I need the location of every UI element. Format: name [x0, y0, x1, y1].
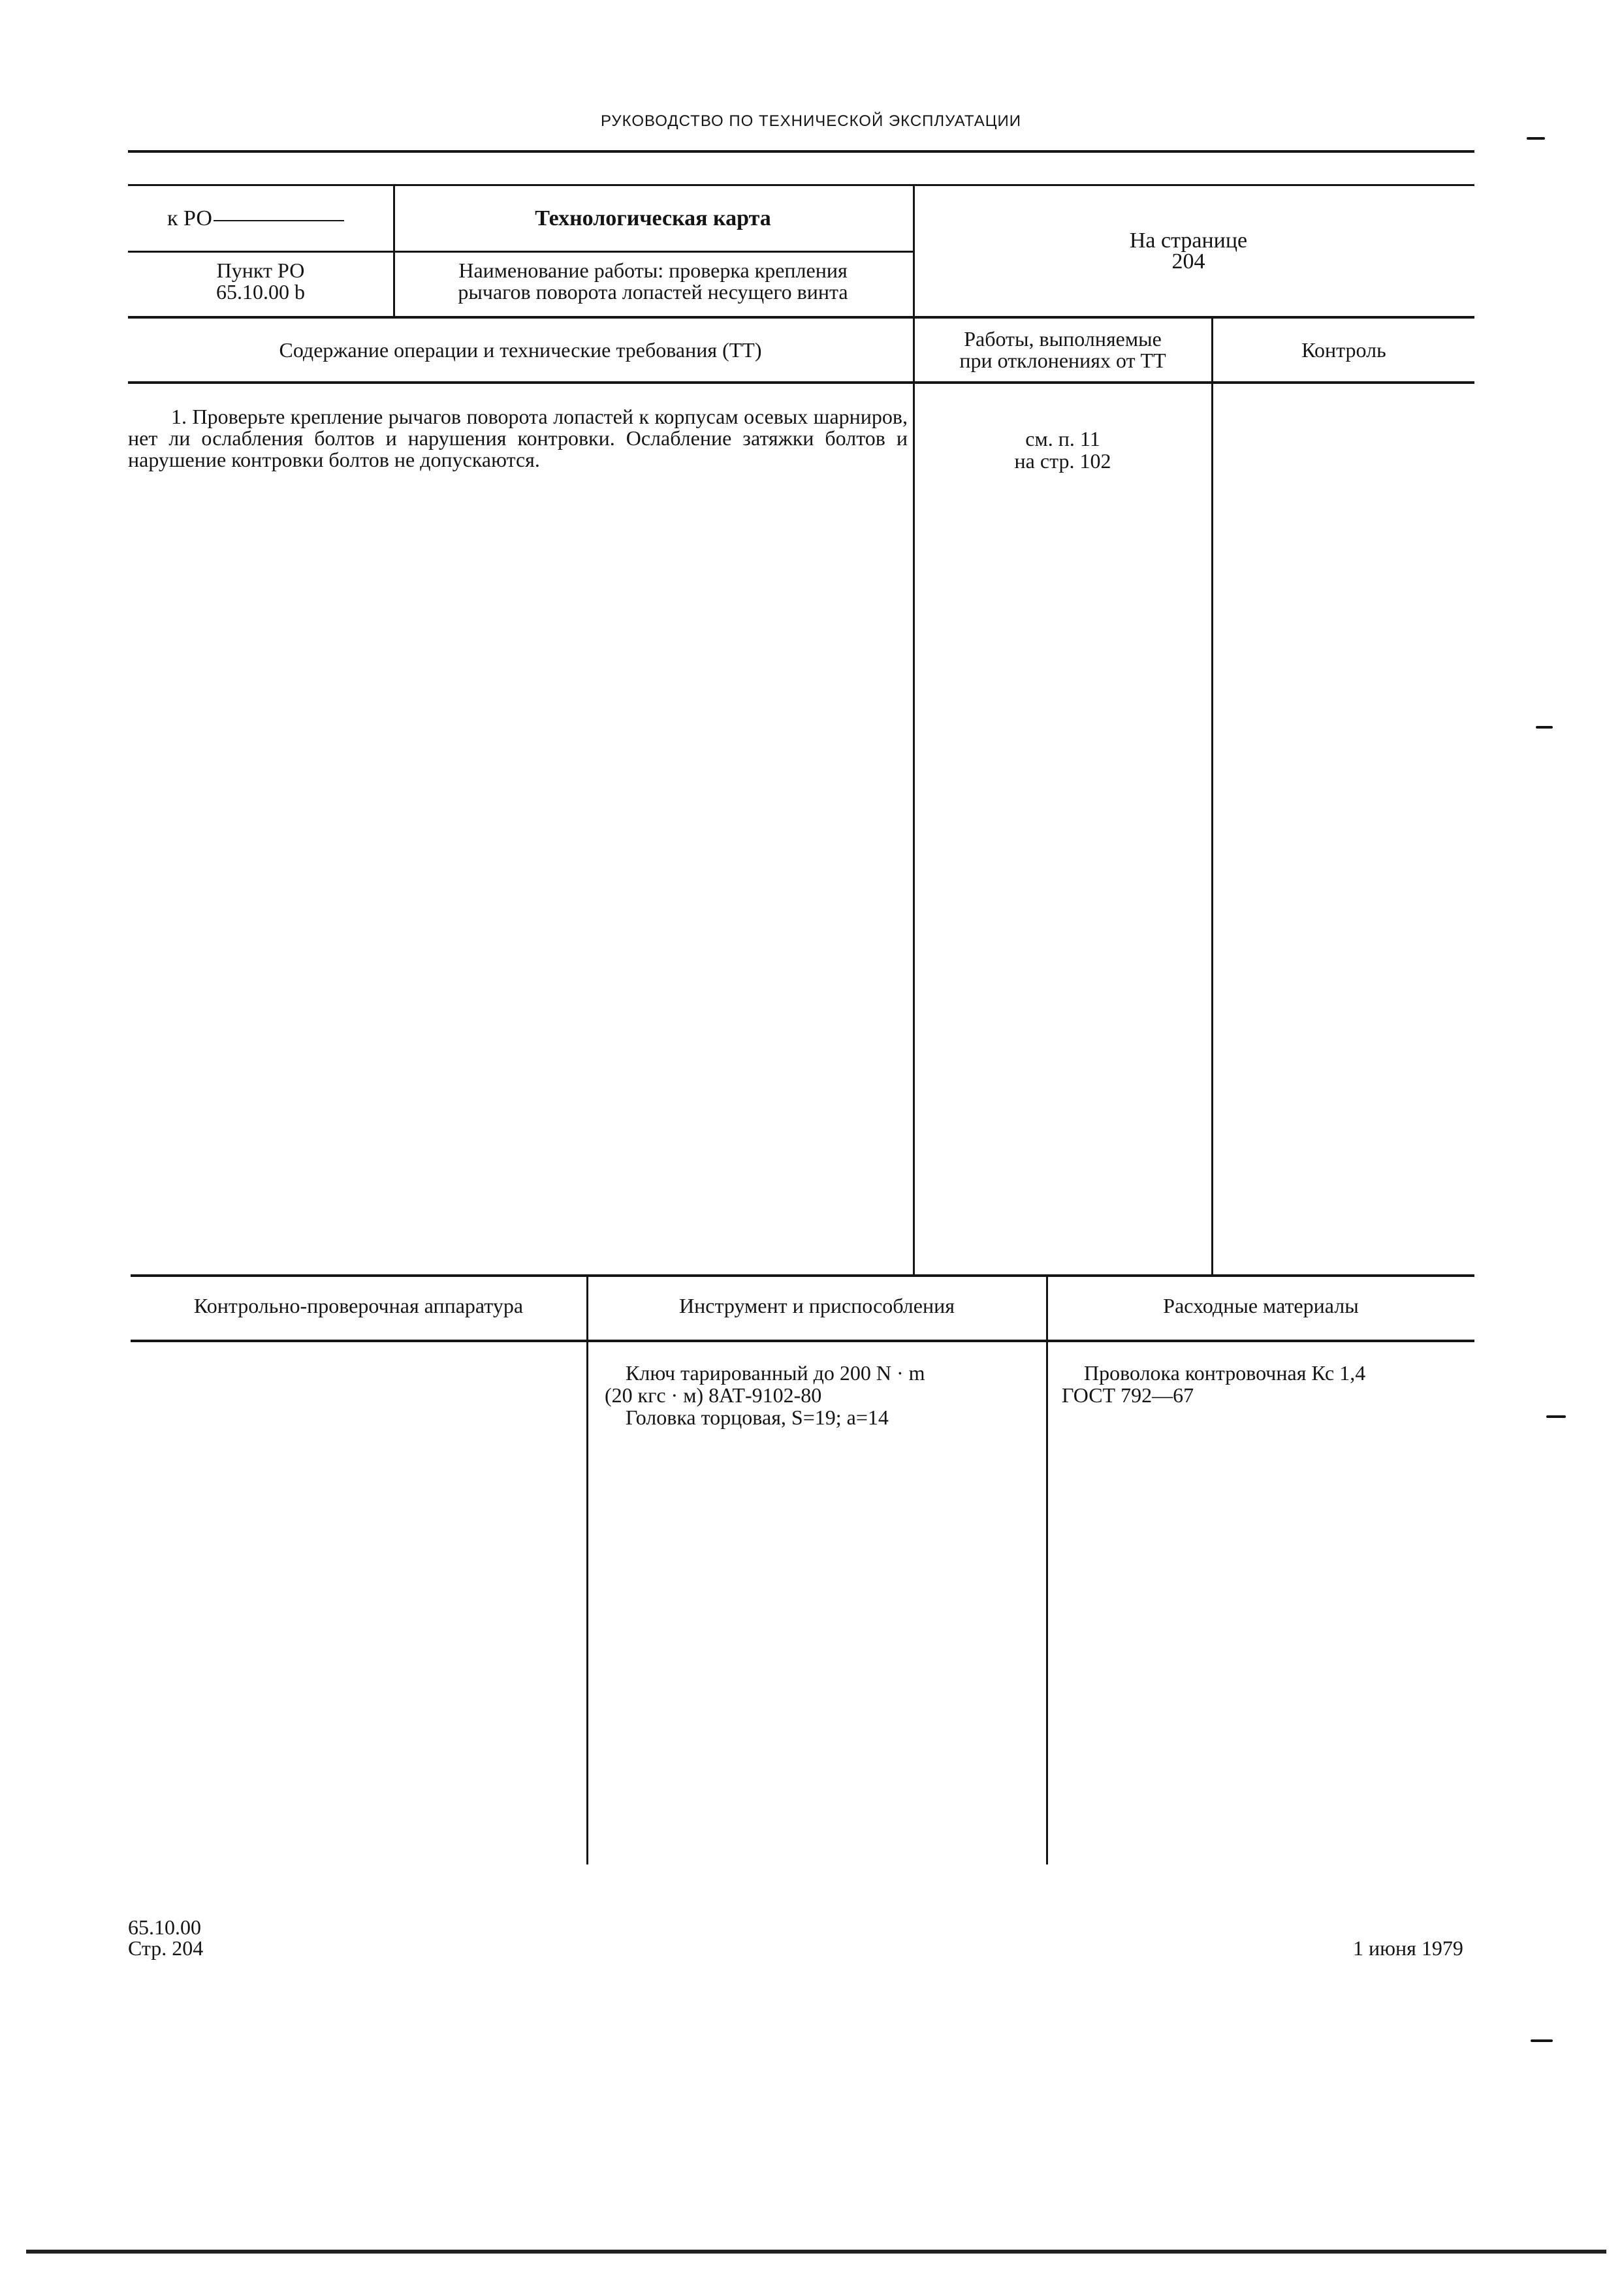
- card-bottom-rule: [128, 316, 1474, 319]
- deviation-reference-line2: на стр. 102: [1014, 449, 1111, 473]
- control-column-divider: [1211, 316, 1213, 1276]
- content-column-header: Содержание операции и технические требования (ТТ): [279, 338, 762, 362]
- page-number: 204: [1171, 249, 1205, 274]
- resources-divider-1: [586, 1274, 588, 1864]
- deviation-column-header-line1: Работы, выполняемые: [964, 327, 1162, 351]
- footer-section: 65.10.00: [128, 1915, 201, 1939]
- work-name-line2: рычагов поворота лопастей несущего винта: [458, 280, 848, 304]
- card-title: Технологическая карта: [535, 206, 771, 230]
- operation-text: 1. Проверьте крепление рычагов поворота лопастей к корпусам осевых шарниров, нет ли ослабления болтов и нарушения контровки. Ослабление затяжки болтов и нарушение контровки болтов не допускаются.: [128, 405, 908, 471]
- tool-line-2: (20 кгс · м) 8АТ-9102-80: [605, 1383, 822, 1407]
- item-label: Пункт РО: [216, 259, 305, 282]
- scan-mark: [1531, 2039, 1553, 2042]
- tool-line-3: Головка торцовая, S=19; a=14: [626, 1406, 889, 1429]
- page-label: На странице: [1129, 228, 1248, 253]
- tools-header: Инструмент и приспособления: [679, 1294, 955, 1317]
- work-name-line1: Наименование работы: проверка крепления: [458, 259, 848, 282]
- manual-title: РУКОВОДСТВО ПО ТЕХНИЧЕСКОЙ ЭКСПЛУАТАЦИИ: [600, 112, 1022, 130]
- deviation-column-header-line2: при отклонениях от ТТ: [959, 349, 1166, 372]
- item-number: 65.10.00 b: [216, 280, 305, 304]
- equipment-header: Контрольно-проверочная аппаратура: [193, 1294, 524, 1317]
- scan-mark: [1527, 137, 1545, 140]
- control-column-header: Контроль: [1301, 338, 1386, 362]
- ref-blank-line: [214, 220, 344, 221]
- footer-date: 1 июня 1979: [1353, 1936, 1463, 1960]
- columns-header-rule: [128, 381, 1474, 384]
- material-line-2: ГОСТ 792—67: [1062, 1383, 1194, 1407]
- card-top-rule: [128, 184, 1474, 186]
- deviation-reference-line1: см. п. 11: [1025, 427, 1100, 450]
- tool-line-1: Ключ тарированный до 200 N · m: [626, 1361, 925, 1385]
- resources-divider-2: [1046, 1274, 1048, 1864]
- scan-mark: [1536, 726, 1553, 729]
- scan-mark: [1546, 1415, 1566, 1418]
- resources-header-rule: [131, 1340, 1474, 1342]
- material-line-1: Проволока контровочная Кс 1,4: [1084, 1361, 1366, 1385]
- resources-top-rule: [131, 1274, 1474, 1277]
- header-rule: [128, 150, 1474, 153]
- card-mid-rule: [128, 251, 914, 253]
- ref-label: к РО: [167, 206, 212, 230]
- materials-header: Расходные материалы: [1163, 1294, 1359, 1317]
- ref-label-cell: [167, 206, 344, 231]
- scan-edge-line: [26, 2250, 1606, 2254]
- footer-page: Стр. 204: [128, 1936, 204, 1960]
